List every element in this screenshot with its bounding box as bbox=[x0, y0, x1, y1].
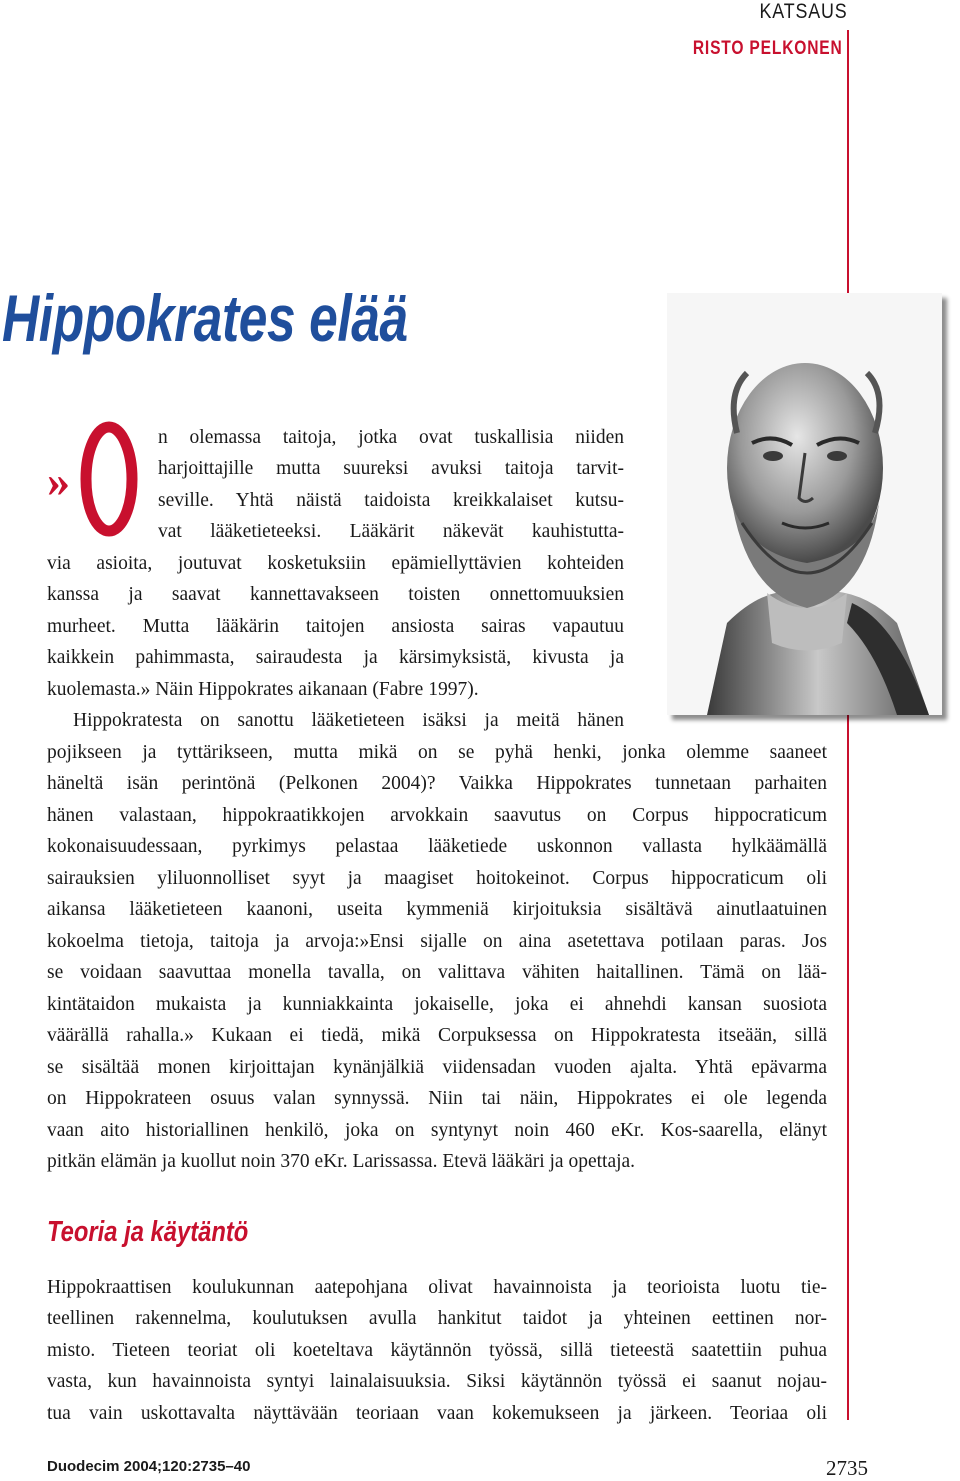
body-line: kokoelma tietoja, taitoja ja arvoja:»Ensi sijalle on aina asetettava potilaan paras. Jos bbox=[47, 931, 827, 952]
body-line: se sisältää monen kirjoittajan kynänjälkiä viidensadan vuoden ajalta. Yhtä epävarma bbox=[47, 1057, 827, 1078]
section-label: KATSAUS bbox=[759, 0, 847, 23]
body-line: kaikkein pahimmasta, sairaudesta ja kärsimyksistä, kivusta ja bbox=[47, 647, 624, 668]
body-line: kokonaisuudessaan, pyrkimys pelastaa lääketiede uskonnon vallasta hylkäämällä bbox=[47, 836, 827, 857]
body-line: se voidaan saavuttaa monella tavalla, on valittava vähiten haitallinen. Tämä on lää- bbox=[47, 962, 827, 983]
body-line: kintätaidon mukaista ja kunniakkainta jokaiselle, joka ei ahnehdi kansan suosiota bbox=[47, 994, 827, 1015]
body-line: on Hippokrateen osuus valan synnyssä. Niin tai näin, Hippokrates ei ole legenda bbox=[47, 1088, 827, 1109]
body-line: misto. Tieteen teoriat oli koeteltava käytännön työssä, sillä tieteestä saatettiin puhua bbox=[47, 1340, 827, 1361]
body-line: vat lääketieteeksi. Lääkärit näkevät kauhistutta- bbox=[158, 521, 624, 542]
body-line: kuolemasta.» Näin Hippokrates aikanaan (Fabre 1997). bbox=[47, 679, 479, 700]
article-title: Hippokrates elää bbox=[2, 281, 408, 355]
bust-portrait-icon bbox=[667, 293, 942, 715]
section-subheading: Teoria ja käytäntö bbox=[47, 1216, 249, 1248]
author-name: RISTO PELKONEN bbox=[693, 38, 843, 59]
body-line: häneltä isän perintönä (Pelkonen 2004)? Vaikka Hippokrates tunnetaan parhaiten bbox=[47, 773, 827, 794]
body-line: sairauksien yliluonnolliset syyt ja maagiset hoitokeinot. Corpus hippocraticum oli bbox=[47, 868, 827, 889]
body-line: seville. Yhtä näistä taidoista kreikkalaiset kutsu- bbox=[158, 490, 624, 511]
body-line: pojikseen ja tyttärikseen, mutta mikä on se pyhä henki, jonka olemme saaneet bbox=[47, 742, 827, 763]
body-line: hänen valastaan, hippokraatikkojen arvokkain saavutus on Corpus hippocraticum bbox=[47, 805, 827, 826]
journal-citation: Duodecim 2004;120:2735–40 bbox=[47, 1458, 251, 1475]
body-line: väärällä rahalla.» Kukaan ei tiedä, mikä Corpuksessa on Hippokratesta itseään, sillä bbox=[47, 1025, 827, 1046]
body-line: vasta, kun havainnoista syntyi lainalaisuuksia. Siksi käytännön työssä ei saanut nojau- bbox=[47, 1371, 827, 1392]
hippocrates-portrait bbox=[667, 293, 942, 715]
body-line: pitkän elämän ja kuollut noin 370 eKr. Larissassa. Etevä lääkäri ja opettaja. bbox=[47, 1151, 636, 1172]
body-line: Hippokraattisen koulukunnan aatepohjana olivat havainnoista ja teorioista luotu tie- bbox=[47, 1277, 827, 1298]
body-line: teellinen rakennelma, koulutuksen avulla hankitut taidot ja yhteinen eettinen nor- bbox=[47, 1308, 827, 1329]
body-line: aikansa lääketieteen kaanoni, useita kymmeniä kirjoituksia sisältävä ainutlaatuinen bbox=[47, 899, 827, 920]
body-line: via asioita, joutuvat kosketuksiin epämiellyttävien kohteiden bbox=[47, 553, 624, 574]
drop-quote-mark: » bbox=[47, 455, 70, 506]
body-line: tua vain uskottavalta näyttävään teoriaan vaan kokemukseen ja järkeen. Teoriaa oli bbox=[47, 1403, 827, 1424]
body-line: murheet. Mutta lääkärin taitojen ansiosta sairas vapautuu bbox=[47, 616, 624, 637]
body-line: vaan aito historiallinen henkilö, joka on syntynyt noin 460 eKr. Kos-saarella, elänyt bbox=[47, 1120, 827, 1141]
body-line: harjoittajille mutta suureksi avuksi taitoja tarvit- bbox=[158, 458, 624, 479]
body-line: Hippokratesta on sanottu lääketieteen isäksi ja meitä hänen bbox=[73, 710, 624, 731]
body-line: kanssa ja saavat kannettavakseen toisten onnettomuuksien bbox=[47, 584, 624, 605]
body-line: n olemassa taitoja, jotka ovat tuskallisia niiden bbox=[158, 427, 624, 448]
margin-rule bbox=[847, 30, 849, 1420]
drop-cap-o bbox=[80, 420, 138, 538]
page-number: 2735 bbox=[826, 1456, 868, 1480]
